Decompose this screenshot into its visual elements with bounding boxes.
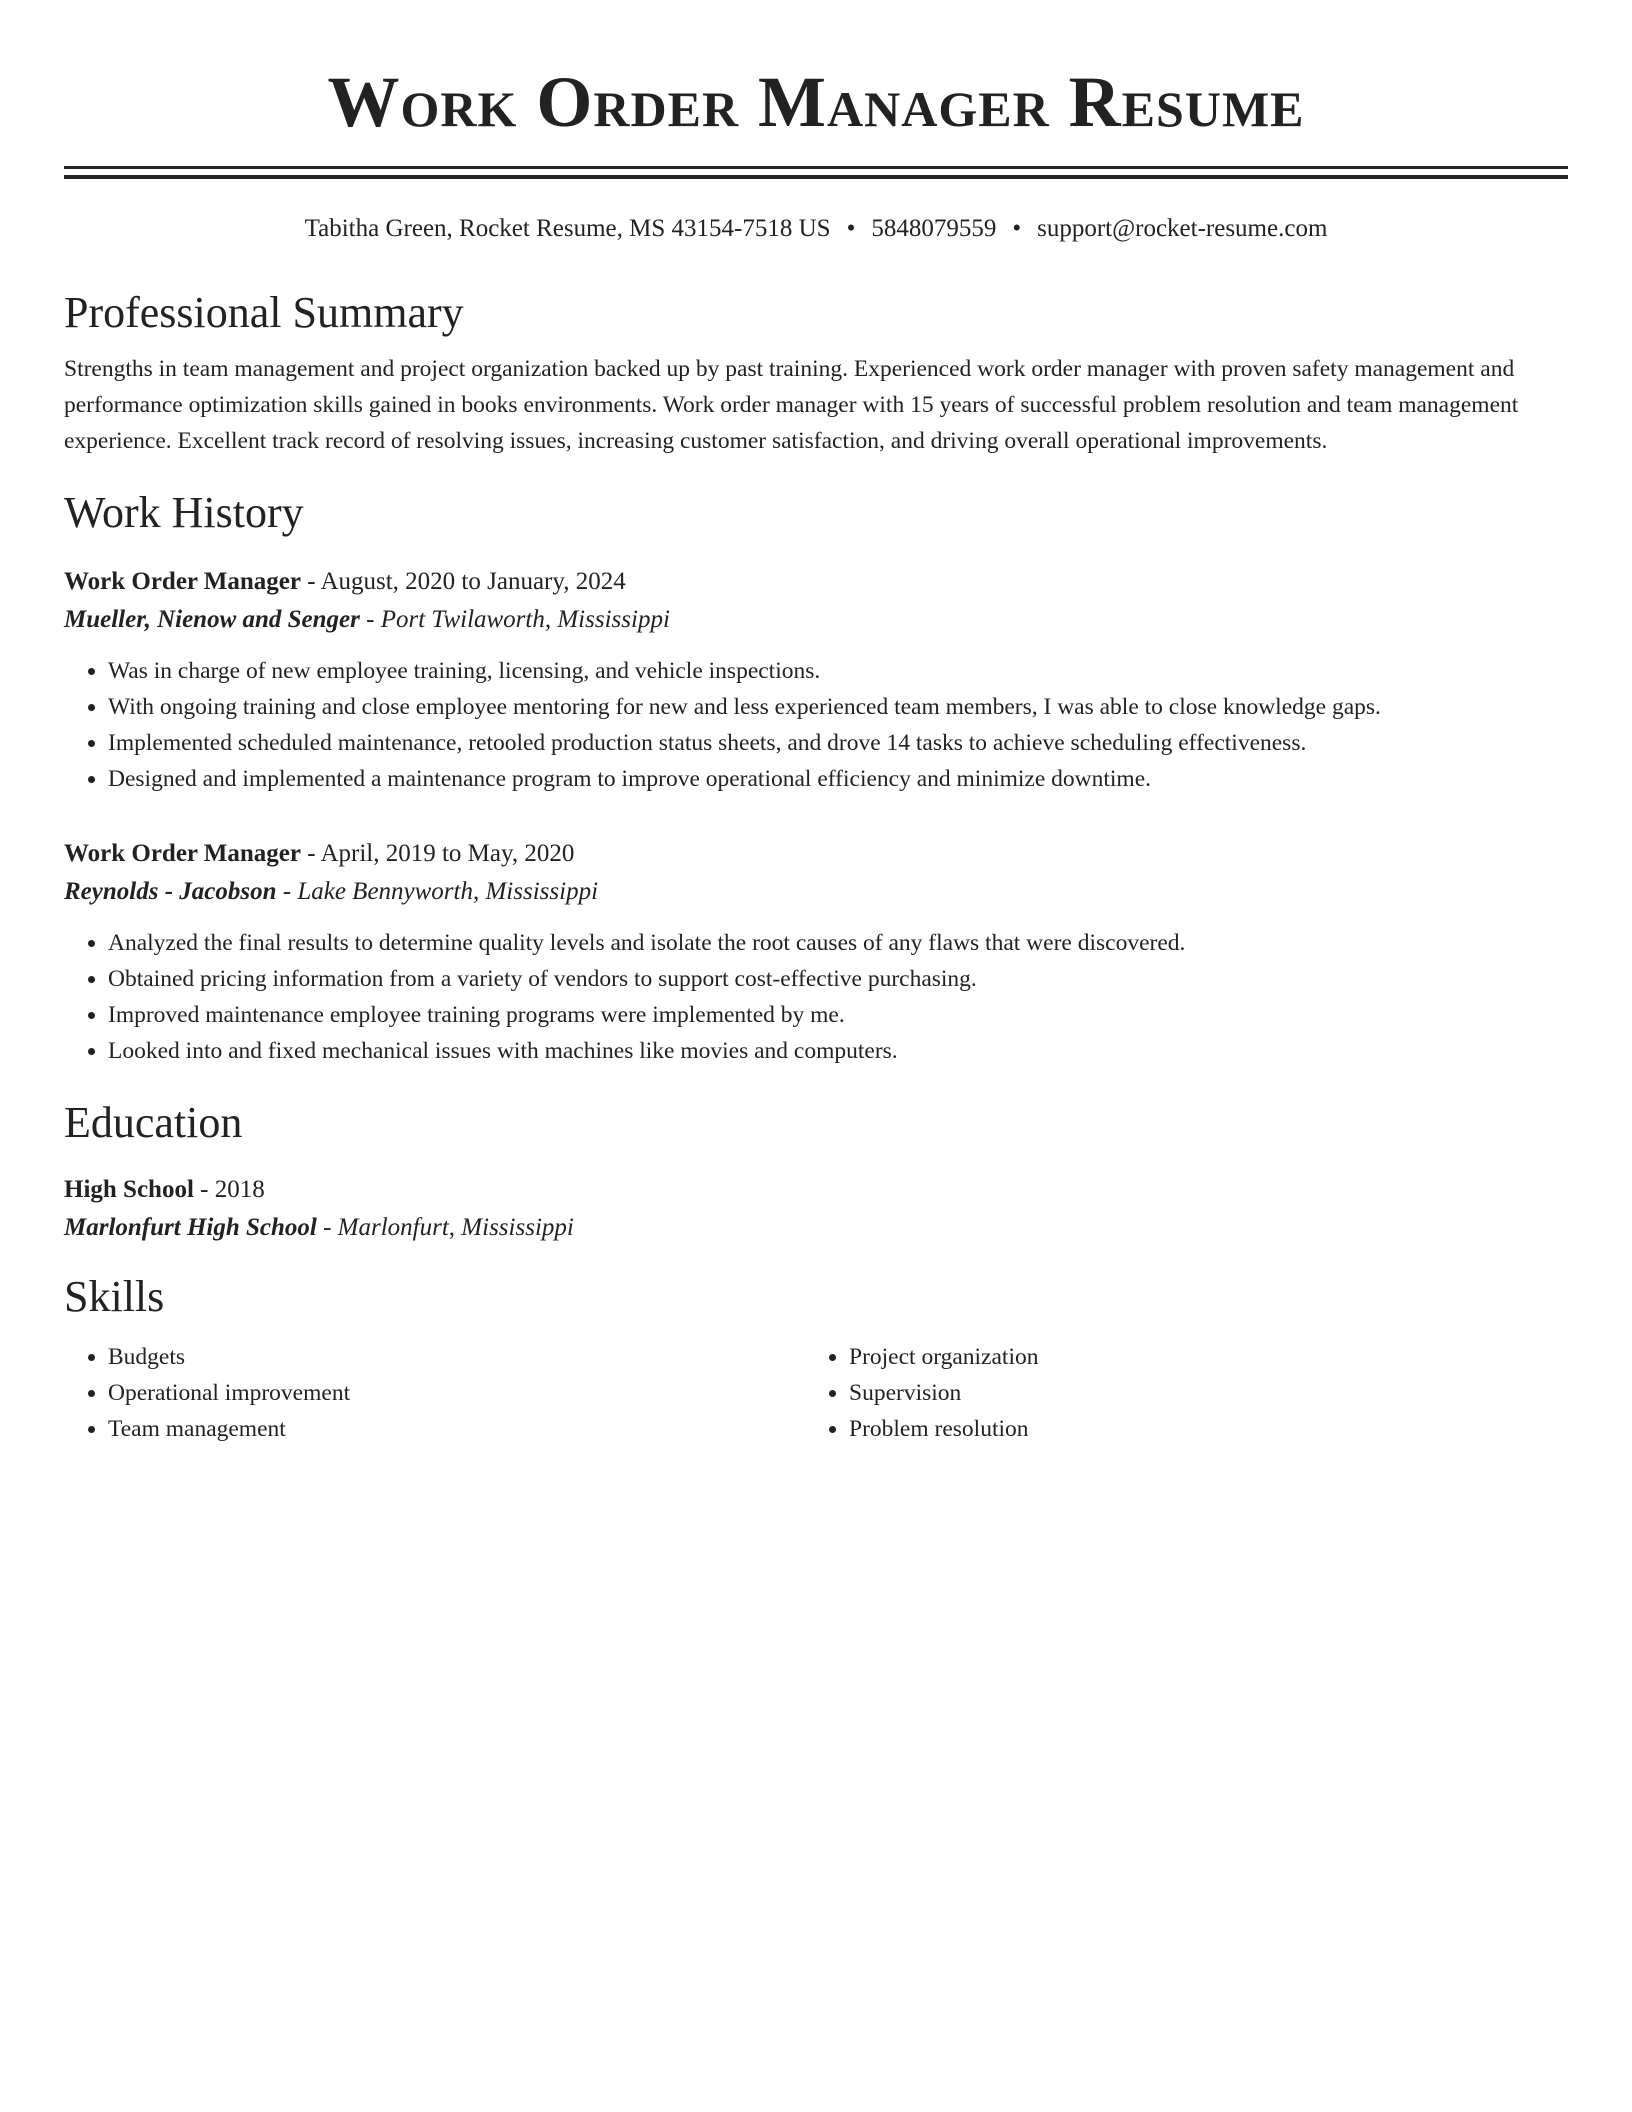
job-company: Mueller, Nienow and Senger bbox=[64, 606, 360, 633]
list-item: • Analyzed the final results to determine quality levels and isolate the root causes of any flaws that were discovered. bbox=[108, 925, 1568, 961]
education-degree-line bbox=[64, 1171, 1568, 1209]
job-title: Work Order Manager bbox=[64, 840, 301, 867]
education-year: - 2018 bbox=[193, 1176, 265, 1203]
contact-separator: • bbox=[846, 215, 856, 242]
list-item: • Designed and implemented a maintenance program to improve operational efficiency and minimize downtime. bbox=[108, 761, 1568, 797]
contact-email: support@rocket-resume.com bbox=[1037, 215, 1328, 242]
education-degree: High School bbox=[64, 1176, 194, 1203]
job-company-line bbox=[64, 873, 1568, 911]
skills-column-right bbox=[805, 1339, 1546, 1447]
list-item: • Implemented scheduled maintenance, retooled production status sheets, and drove 14 tasks to achieve scheduling effectiveness. bbox=[108, 725, 1568, 761]
job-company: Reynolds - Jacobson bbox=[64, 878, 277, 905]
contact-phone: 5848079559 bbox=[871, 215, 997, 242]
job-location: - Lake Bennyworth, Mississippi bbox=[276, 878, 599, 905]
education-entry bbox=[64, 1171, 1568, 1247]
contact-separator: • bbox=[1012, 215, 1022, 242]
skills-heading: Skills bbox=[64, 1272, 165, 1321]
job-dates: - April, 2019 to May, 2020 bbox=[301, 840, 575, 867]
list-item: • Looked into and fixed mechanical issues with machines like movies and computers. bbox=[108, 1033, 1568, 1069]
job-dates: - August, 2020 to January, 2024 bbox=[301, 568, 626, 595]
education-school-line bbox=[64, 1209, 1568, 1247]
skills-list bbox=[64, 1339, 805, 1447]
contact-line bbox=[64, 213, 1568, 245]
job-duties-list bbox=[64, 653, 1568, 797]
job-title: Work Order Manager bbox=[64, 568, 301, 595]
title-divider-top bbox=[64, 166, 1568, 169]
education-location: - Marlonfurt, Mississippi bbox=[316, 1214, 574, 1241]
list-item: • Obtained pricing information from a variety of vendors to support cost-effective purchasing. bbox=[108, 961, 1568, 997]
work-history-heading: Work History bbox=[64, 488, 304, 537]
skills-grid bbox=[64, 1339, 1568, 1447]
contact-address: Tabitha Green, Rocket Resume, MS 43154-7518 US bbox=[304, 215, 831, 242]
list-item: • With ongoing training and close employee mentoring for new and less experienced team members, I was able to close knowledge gaps. bbox=[108, 689, 1568, 725]
skills-list bbox=[805, 1339, 1546, 1447]
skills-column-left bbox=[64, 1339, 805, 1447]
list-item: • Budgets bbox=[108, 1339, 805, 1375]
job-duties-list bbox=[64, 925, 1568, 1069]
education-school: Marlonfurt High School bbox=[64, 1214, 317, 1241]
job-entry bbox=[64, 563, 1568, 797]
summary-heading: Professional Summary bbox=[64, 288, 464, 337]
job-title-line bbox=[64, 563, 1568, 601]
job-entry bbox=[64, 835, 1568, 1069]
list-item: • Project organization bbox=[849, 1339, 1546, 1375]
list-item: • Team management bbox=[108, 1411, 805, 1447]
list-item: • Improved maintenance employee training programs were implemented by me. bbox=[108, 997, 1568, 1033]
list-item: • Was in charge of new employee training, licensing, and vehicle inspections. bbox=[108, 653, 1568, 689]
education-heading: Education bbox=[64, 1098, 243, 1147]
job-title-line bbox=[64, 835, 1568, 873]
job-location: - Port Twilaworth, Mississippi bbox=[359, 606, 670, 633]
list-item: • Operational improvement bbox=[108, 1375, 805, 1411]
document-title: Work Order Manager Resume bbox=[327, 62, 1305, 142]
list-item: • Supervision bbox=[849, 1375, 1546, 1411]
title-divider-bottom bbox=[64, 175, 1568, 179]
list-item: • Problem resolution bbox=[849, 1411, 1546, 1447]
job-company-line bbox=[64, 601, 1568, 639]
summary-text: Strengths in team management and project organization backed up by past training. Experienced work order manager with proven safety management and performance optimization skills gained in books environments. Work order manager with 15 years of successful problem resolution and team management experience. Excellent track record of resolving issues, increasing customer satisfaction, and driving overall operational improvements. bbox=[64, 356, 1519, 454]
